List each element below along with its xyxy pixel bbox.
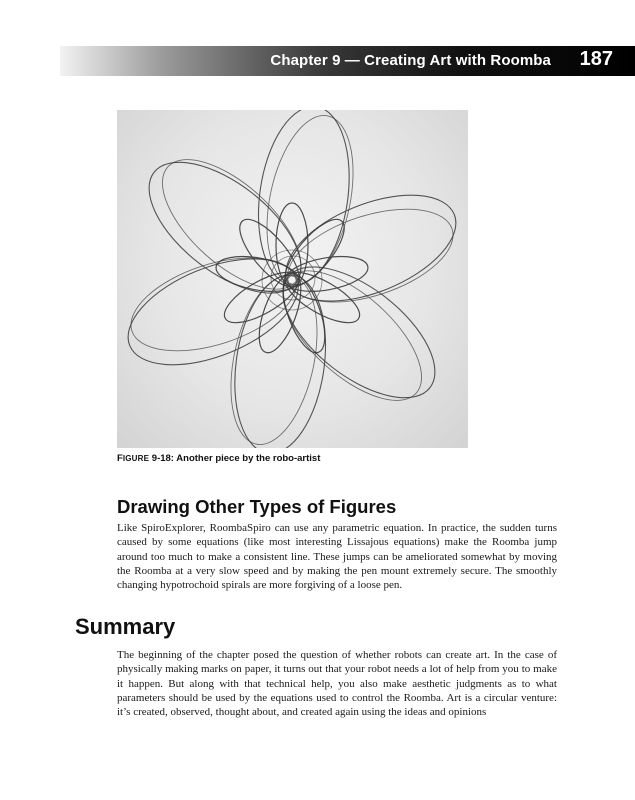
body-paragraph: Like SpiroExplorer, RoombaSpiro can use any parametric equation. In practice, the sudden turns caused by some equations (like most interesting Lissajous equations) make the Roomba jump around too much to make a consistent line. These jumps can be ameliorated somewhat by moving the Roomba at a very slow speed and by making the pen mount extremely secure. The smoothly changing hypotrochoid spirals are more forgiving of a loose pen. [117, 522, 557, 592]
figure-image [117, 110, 468, 448]
caption-label-rest: IGURE [122, 454, 150, 463]
caption-number: 9-18: [151, 453, 174, 464]
petal-loop [117, 237, 313, 386]
body-paragraph: The beginning of the chapter posed the question of whether robots can create art. In the case of physically making marks on paper, it turns out that your robot needs a lot of help from you to make it happen. But along with that technical help, you also make aesthetic judgments as to what parameters should be used by the equations used to control the Roomba. Art is a circular venture: it’s created, observed, thought about, and created again using the ideas and opinions [117, 649, 557, 719]
inner-loop [275, 268, 334, 358]
page-number: 187 [579, 48, 613, 70]
figure-caption [117, 453, 320, 464]
petal-loop-echo [276, 191, 464, 320]
section-heading-summary: Summary [75, 614, 176, 639]
caption-text: Another piece by the robo-artist [176, 453, 321, 464]
petal-loop-echo [253, 110, 367, 292]
caption-label-initial: F [117, 453, 123, 464]
chapter-title: Chapter 9 — Creating Art with Roomba [270, 52, 551, 69]
section-heading-drawing: Drawing Other Types of Figures [117, 496, 397, 517]
running-header [60, 46, 635, 76]
spirograph-drawing [117, 110, 468, 448]
